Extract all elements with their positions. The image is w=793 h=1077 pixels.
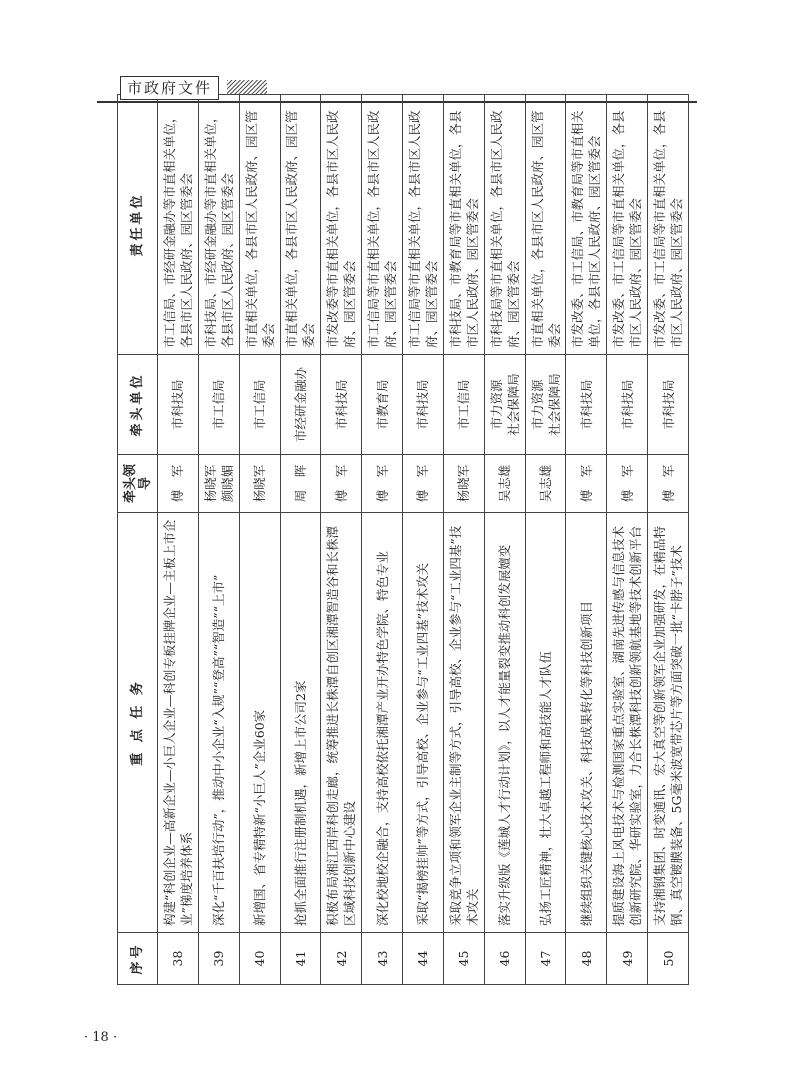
cell-lead-unit: 市科技局 xyxy=(566,355,607,455)
cell-resp-unit: 市工信局等市直相关单位，各县市区人民政府、园区管委会 xyxy=(403,95,444,355)
header-hatch-decoration xyxy=(227,80,267,94)
cell-leader: 傅 军 xyxy=(321,455,362,513)
task-table xyxy=(117,94,689,985)
cell-lead-unit: 市科技局 xyxy=(648,355,689,455)
table-row xyxy=(280,95,321,985)
table-header-row xyxy=(118,95,158,985)
cell-lead-unit: 市经研金融办 xyxy=(280,355,321,455)
cell-resp-unit: 市工信局等市直相关单位，各县市区人民政府、园区管委会 xyxy=(362,95,403,355)
cell-resp-unit: 市发改委等市直相关单位，各县市区人民政府、园区管委会 xyxy=(321,95,362,355)
cell-leader: 傅 军 xyxy=(158,455,199,513)
cell-leader: 傅 军 xyxy=(403,455,444,513)
rotated-table-container xyxy=(117,95,689,985)
header-leader: 牵头领导 xyxy=(118,455,158,513)
cell-task: 新增国、省专精特新“小巨人”企业60家 xyxy=(239,513,280,933)
cell-lead-unit: 市教育局 xyxy=(362,355,403,455)
cell-leader: 傅 军 xyxy=(362,455,403,513)
table-row xyxy=(525,95,566,985)
cell-resp-unit: 市直相关单位，各县市区人民政府、园区管委会 xyxy=(525,95,566,355)
cell-resp-unit: 市直相关单位，各县市区人民政府、园区管委会 xyxy=(280,95,321,355)
cell-lead-unit: 市力资源 社会保障局 xyxy=(525,355,566,455)
cell-resp-unit: 市科技局、市教育局等市直相关单位，各县市区人民政府、园区管委会 xyxy=(443,95,484,355)
cell-task: 抢抓全面推行注册制机遇，新增上市公司2家 xyxy=(280,513,321,933)
cell-task: 构建“科创企业—高新企业—小巨人企业—科创专板挂牌企业—主板上市企业”梯度培养体系 xyxy=(158,513,199,933)
cell-task: 采取竞争立项和领军企业主制等方式，引导高校、企业参与“工业四基”技术攻关 xyxy=(443,513,484,933)
cell-leader: 杨晓军 颜晓媚 xyxy=(198,455,239,513)
cell-lead-unit: 市科技局 xyxy=(403,355,444,455)
cell-lead-unit: 市工信局 xyxy=(239,355,280,455)
table-row xyxy=(403,95,444,985)
table-row xyxy=(566,95,607,985)
table-row xyxy=(648,95,689,985)
table-row xyxy=(443,95,484,985)
cell-seq: 50 xyxy=(648,933,689,985)
cell-task: 积极布局湘江西岸科创走廊，统筹推进长株潭自创区湘潭智造谷和长株潭区域科技创新中心建设 xyxy=(321,513,362,933)
table-row xyxy=(484,95,525,985)
table-row xyxy=(321,95,362,985)
table-row xyxy=(607,95,648,985)
cell-leader: 吴志雄 xyxy=(484,455,525,513)
cell-seq: 41 xyxy=(280,933,321,985)
cell-resp-unit: 市科技局等市直相关单位，各县市区人民政府、园区管委会 xyxy=(484,95,525,355)
cell-task: 支持湘钢集团、时变通讯、宏大真空等创新领军企业加强研发，在精品特钢、真空镀膜装备、5G毫米波宽带芯片等方面突破一批“卡脖子”技术 xyxy=(648,513,689,933)
cell-seq: 38 xyxy=(158,933,199,985)
cell-task: 提质建设海上风电技术与检测国家重点实验室、湖南先进传感与信息技术创新研究院、华研实验室，力合长株潭科技创新领航基地等技术创新平台 xyxy=(607,513,648,933)
cell-seq: 47 xyxy=(525,933,566,985)
header-resp-unit: 责任单位 xyxy=(118,95,158,355)
cell-resp-unit: 市发改委、市工信局、市教育局等市直相关单位，各县市区人民政府、园区管委会 xyxy=(566,95,607,355)
cell-lead-unit: 市工信局 xyxy=(198,355,239,455)
cell-lead-unit: 市工信局 xyxy=(443,355,484,455)
cell-lead-unit: 市科技局 xyxy=(607,355,648,455)
table-row xyxy=(198,95,239,985)
cell-task: 采取“揭榜挂帅”等方式，引导高校、企业参与“工业四基”技术攻关 xyxy=(403,513,444,933)
cell-lead-unit: 市力资源 社会保障局 xyxy=(484,355,525,455)
header-seq: 序号 xyxy=(118,933,158,985)
page-number: · 18 · xyxy=(84,1030,118,1045)
cell-leader: 吴志雄 xyxy=(525,455,566,513)
header-lead-unit: 牵头单位 xyxy=(118,355,158,455)
table-row xyxy=(362,95,403,985)
cell-seq: 42 xyxy=(321,933,362,985)
cell-task: 落实升级版《莲城人才行动计划》，以人才能量裂变推动科创发展嬗变 xyxy=(484,513,525,933)
cell-seq: 39 xyxy=(198,933,239,985)
cell-resp-unit: 市科技局、市经研金融办等市直相关单位，各县市区人民政府、园区管委会 xyxy=(198,95,239,355)
cell-leader: 杨晓军 xyxy=(443,455,484,513)
cell-leader: 傅 军 xyxy=(566,455,607,513)
cell-leader: 傅 军 xyxy=(648,455,689,513)
cell-task: 弘扬工匠精神，壮大卓越工程师和高技能人才队伍 xyxy=(525,513,566,933)
cell-resp-unit: 市工信局、市经研金融办等市直相关单位，各县市区人民政府、园区管委会 xyxy=(158,95,199,355)
cell-seq: 49 xyxy=(607,933,648,985)
table-row xyxy=(158,95,199,985)
cell-lead-unit: 市科技局 xyxy=(158,355,199,455)
cell-task: 继续组织关键核心技术攻关、科技成果转化等科技创新项目 xyxy=(566,513,607,933)
cell-resp-unit: 市直相关单位，各县市区人民政府、园区管委会 xyxy=(239,95,280,355)
cell-task: 深化“千百扶培行动”，推动中小企业“入规”“登高”“智造”“上市” xyxy=(198,513,239,933)
cell-seq: 48 xyxy=(566,933,607,985)
cell-leader: 傅 军 xyxy=(607,455,648,513)
cell-seq: 43 xyxy=(362,933,403,985)
cell-seq: 46 xyxy=(484,933,525,985)
cell-resp-unit: 市发改委、市工信局等市直相关单位，各县市区人民政府、园区管委会 xyxy=(648,95,689,355)
cell-lead-unit: 市科技局 xyxy=(321,355,362,455)
header-title: 市政府文件 xyxy=(120,76,219,100)
cell-resp-unit: 市发改委、市工信局等市直相关单位，各县市区人民政府、园区管委会 xyxy=(607,95,648,355)
cell-seq: 40 xyxy=(239,933,280,985)
cell-seq: 44 xyxy=(403,933,444,985)
cell-leader: 周 晖 xyxy=(280,455,321,513)
cell-task: 深化校地校企融合，支持高校依托湘潭产业开办特色学院、特色专业 xyxy=(362,513,403,933)
table-row xyxy=(239,95,280,985)
header-task: 重 点 任 务 xyxy=(118,513,158,933)
cell-leader: 杨晓军 xyxy=(239,455,280,513)
cell-seq: 45 xyxy=(443,933,484,985)
